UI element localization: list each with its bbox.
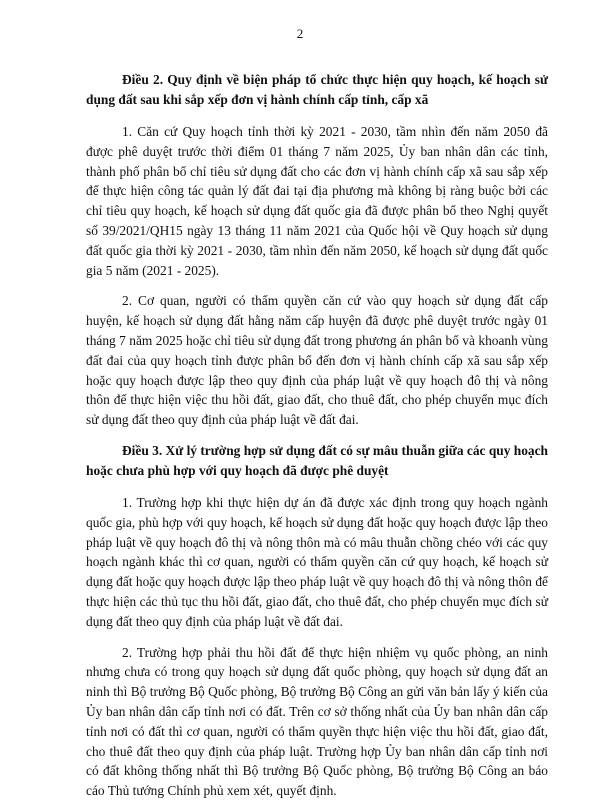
- article-heading: Điều 2. Quy định về biện pháp tổ chức thực hiện quy hoạch, kế hoạch sử dụng đất sau khi sắp xếp đơn vị hành chính cấp tỉnh, cấp xã: [86, 72, 548, 107]
- paragraph: 2. Trường hợp phải thu hồi đất để thực hiện nhiệm vụ quốc phòng, an ninh nhưng chưa có trong quy hoạch sử dụng đất quốc phòng, quy hoạch sử dụng đất an ninh thì Bộ trưởng Bộ Quốc phòng, Bộ trưởng Bộ Công an gửi văn bản lấy ý kiến của Ủy ban nhân dân cấp tỉnh nơi có đất. Trên cơ sở thống nhất của Ủy ban nhân dân cấp tỉnh nơi có đất thì cơ quan, người có thẩm quyền thực hiện việc thu hồi đất, giao đất, cho thuê đất theo quy định của pháp luật. Trường hợp Ủy ban nhân dân cấp tỉnh nơi có đất không thống nhất thì Bộ trưởng Bộ Quốc phòng, Bộ trưởng Bộ Công an báo cáo Thủ tướng Chính phủ xem xét, quyết định.: [86, 644, 548, 799]
- page-number: 2: [296, 26, 304, 41]
- document-body: [86, 70, 548, 812]
- paragraph: 1. Trường hợp khi thực hiện dự án đã được xác định trong quy hoạch ngành quốc gia, phù hợp với quy hoạch, kế hoạch sử dụng đất hoặc quy hoạch được lập theo pháp luật về quy hoạch đô thị và nông thôn mà có mâu thuẫn chồng chéo với các quy hoạch ngành khác thì cơ quan, người có thẩm quyền căn cứ quy hoạch, kế hoạch sử dụng đất hoặc quy hoạch được lập theo pháp luật về quy hoạch đô thị và nông thôn để thực hiện các thủ tục thu hồi đất, giao đất, cho thuê đất, cho phép chuyển mục đích sử dụng đất theo quy định của pháp luật về đất đai.: [86, 494, 548, 629]
- article-2: [86, 70, 548, 430]
- article-3: [86, 441, 548, 801]
- article-heading: Điều 3. Xử lý trường hợp sử dụng đất có sự mâu thuẫn giữa các quy hoạch hoặc chưa phù hợp với quy hoạch đã được phê duyệt: [86, 442, 548, 478]
- paragraph: 1. Căn cứ Quy hoạch tỉnh thời kỳ 2021 - 2030, tầm nhìn đến năm 2050 đã được phê duyệt trước thời điểm 01 tháng 7 năm 2025, Ủy ban nhân dân các tỉnh, thành phố phân bổ chỉ tiêu sử dụng đất cho các đơn vị hành chính cấp xã sau sắp xếp để thực hiện công tác quản lý đất đai tại địa phương mà không bị ràng buộc bởi các chỉ tiêu quy hoạch, kế hoạch sử dụng đất quốc gia đã được phân bổ theo Nghị quyết số 39/2021/QH15 ngày 13 tháng 11 năm 2021 của Quốc hội về Quy hoạch sử dụng đất quốc gia thời kỳ 2021 - 2030, tầm nhìn đến năm 2050, kế hoạch sử dụng đất quốc gia 5 năm (2021 - 2025).: [86, 124, 548, 278]
- paragraph: 2. Cơ quan, người có thẩm quyền căn cứ vào quy hoạch sử dụng đất cấp huyện, kế hoạch sử dụng đất hằng năm cấp huyện đã được phê duyệt trước ngày 01 tháng 7 năm 2025 hoặc chỉ tiêu sử dụng đất trong phương án phân bổ và khoanh vùng đất đai của quy hoạch tỉnh được phân bổ đến đơn vị hành chính cấp xã sau sắp xếp hoặc quy hoạch được lập theo quy định của pháp luật về quy hoạch đô thị và nông thôn để thực hiện việc thu hồi đất, giao đất, cho thuê đất, cho phép chuyển mục đích sử dụng đất theo quy định của pháp luật về đất đai.: [86, 293, 548, 428]
